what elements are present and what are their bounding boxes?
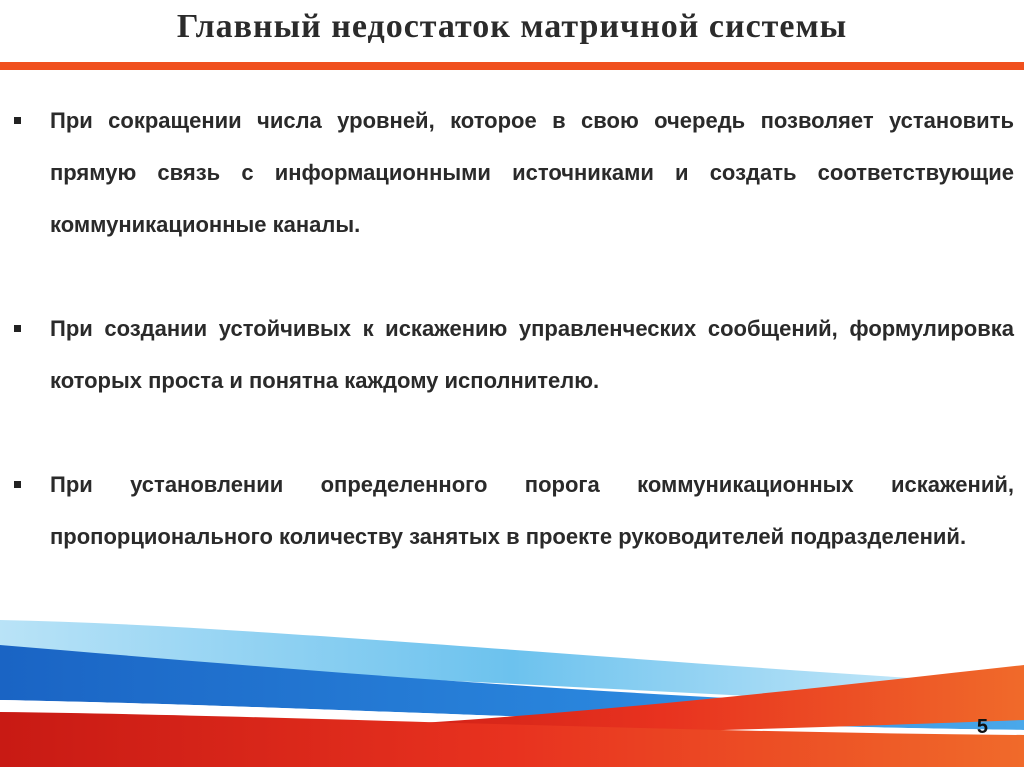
bullet-item (10, 459, 1014, 563)
bullet-item (10, 95, 1014, 251)
bullet-text: При установлении определенного порога коммуникационных искажений, пропорционального количеству занятых в проекте руководителей подразделений. (50, 472, 1014, 549)
bullet-text: При создании устойчивых к искажению управленческих сообщений, формулировка которых проста и понятна каждому исполнителю. (50, 316, 1014, 393)
square-bullet-icon (14, 325, 21, 332)
slide-title: Главный недостаток матричной системы (176, 8, 848, 45)
page-number: 5 (976, 716, 988, 738)
title-underline (0, 62, 1024, 70)
bullet-text: При сокращении числа уровней, которое в свою очередь позволяет установить прямую связь с информационными источниками и создать соответствующие коммуникационные каналы. (50, 108, 1014, 237)
square-bullet-icon (14, 481, 21, 488)
bullet-item (10, 303, 1014, 407)
decorative-waves (0, 600, 1024, 767)
square-bullet-icon (14, 117, 21, 124)
bullet-list (10, 95, 1014, 563)
